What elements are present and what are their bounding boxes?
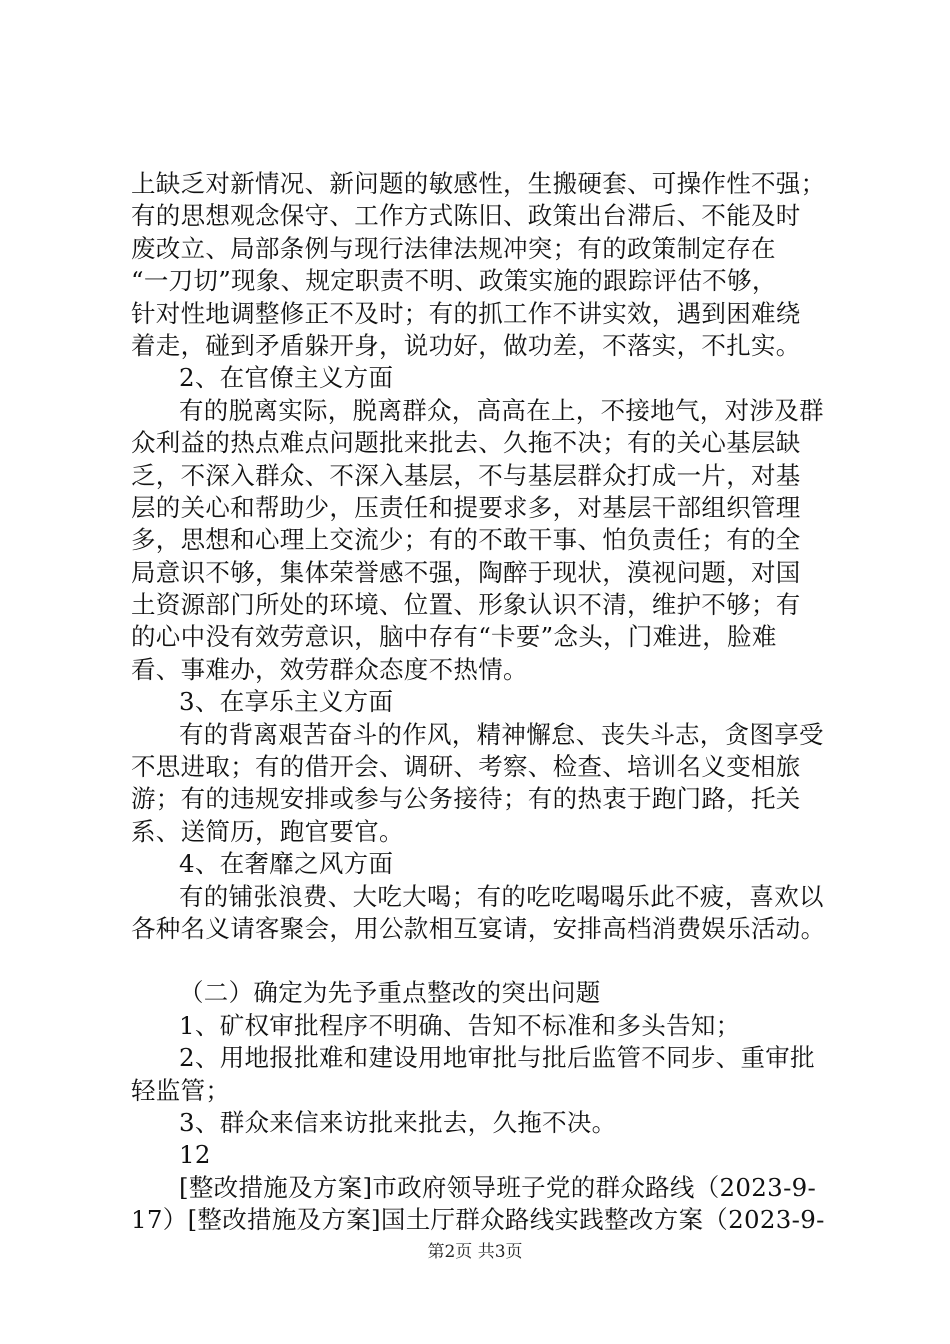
- text-line: 的心中没有效劳意识，脑中存有“卡要”念头，门难进，脸难: [131, 622, 777, 652]
- text-line: 看、事难办，效劳群众态度不热情。: [131, 654, 528, 684]
- text-line: 17）[整改措施及方案]国土厅群众路线实践整改方案（2023-9-: [131, 1205, 825, 1235]
- text-line: 有的脱离实际，脱离群众，高高在上，不接地气，对涉及群: [179, 395, 824, 425]
- text-line: “一刀切”现象、规定职责不明、政策实施的跟踪评估不够，: [131, 266, 777, 296]
- text-line: 系、送简历，跑官要官。: [131, 816, 404, 846]
- text-line: [整改措施及方案]市政府领导班子党的群众路线（2023-9-: [179, 1172, 817, 1202]
- text-line: 针对性地调整修正不及时；有的抓工作不讲实效，遇到困难绕: [131, 298, 801, 328]
- text-line: 废改立、局部条例与现行法律法规冲突；有的政策制定存在: [131, 233, 776, 263]
- text-line: 1、矿权审批程序不明确、告知不标准和多头告知；: [179, 1010, 741, 1040]
- text-line: 4、在奢靡之风方面: [179, 849, 394, 879]
- text-line: 上缺乏对新情况、新问题的敏感性，生搬硬套、可操作性不强；: [131, 169, 826, 198]
- text-line: 3、群众来信来访批来批去，久拖不决。: [179, 1107, 617, 1137]
- paragraph-gap: [131, 945, 851, 977]
- document-body: [131, 168, 851, 1237]
- text-line: 各种名义请客聚会，用公款相互宴请，安排高档消费娱乐活动。: [131, 913, 826, 943]
- text-line: 着走，碰到矛盾躲开身，说功好，做功差，不落实，不扎实。: [131, 330, 801, 360]
- text-line: 2、在官僚主义方面: [179, 363, 394, 393]
- text-line: 局意识不够，集体荣誉感不强，陶醉于现状，漠视问题，对国: [131, 557, 801, 587]
- text-line: 12: [179, 1140, 211, 1170]
- text-line: 多，思想和心理上交流少；有的不敢干事、怕负责任；有的全: [131, 525, 801, 555]
- text-line: 游；有的违规安排或参与公务接待；有的热衷于跑门路，托关: [131, 784, 801, 814]
- text-line: 2、用地报批难和建设用地审批与批后监管不同步、重审批: [179, 1043, 815, 1073]
- text-line: 乏，不深入群众、不深入基层，不与基层群众打成一片，对基: [131, 460, 801, 490]
- text-line: 众利益的热点难点问题批来批去、久拖不决；有的关心基层缺: [131, 428, 801, 458]
- text-line: 土资源部门所处的环境、位置、形象认识不清，维护不够；有: [131, 590, 801, 620]
- page-footer: 第2页 共3页: [427, 1242, 523, 1262]
- text-line: （二）确定为先予重点整改的突出问题: [179, 978, 601, 1008]
- text-line: 层的关心和帮助少，压责任和提要求多，对基层干部组织管理: [131, 492, 801, 522]
- text-line: 有的铺张浪费、大吃大喝；有的吃吃喝喝乐此不疲，喜欢以: [179, 881, 824, 911]
- text-line: 有的思想观念保守、工作方式陈旧、政策出台滞后、不能及时: [131, 201, 801, 231]
- text-line: 不思进取；有的借开会、调研、考察、检查、培训名义变相旅: [131, 752, 801, 782]
- text-line: 轻监管；: [131, 1075, 231, 1105]
- text-line: 3、在享乐主义方面: [179, 687, 394, 717]
- text-line: 有的背离艰苦奋斗的作风，精神懈怠、丧失斗志，贪图享受: [179, 719, 824, 749]
